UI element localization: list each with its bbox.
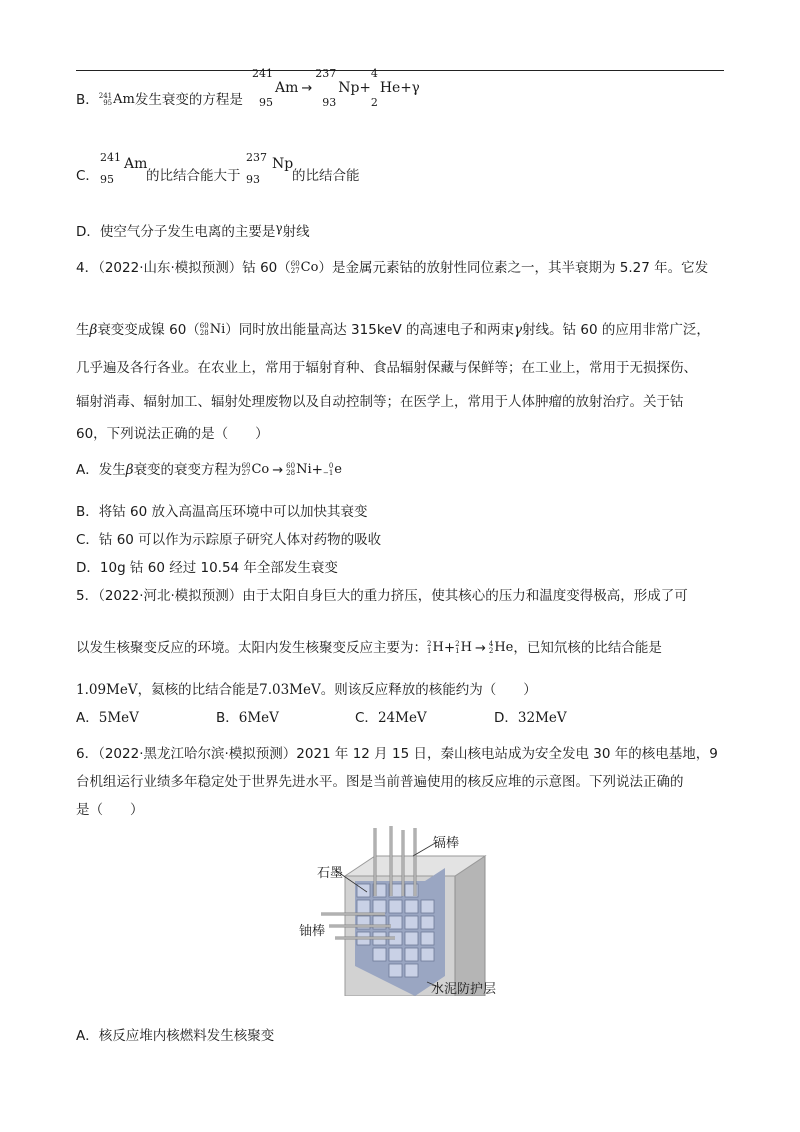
q5-line-2: 以发生核聚变反应的环境。太阳内发生核聚变反应主要为： 2 1 H + 2 1 H → 4 2 He ，已知氘核的比结合能是 xyxy=(76,640,662,656)
option-b-equation: 241 95 Am → 237 93 Np + 4 2 He +γ xyxy=(252,67,420,109)
q4-option-a: A．发生β衰变的衰变方程为 60 27 Co → 60 28 Ni + 0 −1 e xyxy=(76,462,342,478)
q6-line-1: 6．（2022·黑龙江哈尔滨·模拟预测）2021 年 12 月 15 日，秦山核电站成为安全发电 30 年的核电基地，9 xyxy=(76,746,718,762)
q4-line-3: 几乎遍及各行各业。在农业上，常用于辐射育种、食品辐射保藏与保鲜等；在工业上，常用于无损探伤、 xyxy=(76,360,697,376)
q5-line-3: 1.09MeV，氦核的比结合能是7.03MeV。则该反应释放的核能约为（ ） xyxy=(76,682,537,698)
q4-line-4: 辐射消毒、辐射加工、辐射处理废物以及自动控制等；在医学上，常用于人体肿瘤的放射治疗。关于钴 xyxy=(76,394,684,410)
label-concrete-shield: 水泥防护层 xyxy=(431,982,497,997)
q6-line-3: 是（ ） xyxy=(76,802,144,818)
q4-line-1: 4．（2022·山东·模拟预测）钴 60（ 60 27 Co ）是金属元素钴的放射性同位素之一，其半衰期为 5.27 年。它发 xyxy=(76,260,709,276)
label-uranium-rod: 铀棒 xyxy=(299,924,326,939)
q4-option-d: D．10g 钴 60 经过 10.54 年全部发生衰变 xyxy=(76,560,338,576)
document-page: B． 241 95 Am 发生衰变的方程是 241 95 Am → 237 93 Np + 4 2 He +γ C． 241 95 Am 的比结合能大于 237 93 Np 的比结合能 D．使空气分子发生电离的主要是γ射线 4．（2022·山东·模拟预测）钴 60（ 60 27 Co ）是金属元素钴的放射性同位素之一，其半衰期为 5.27 年。它发 生β衰变变成镍 60（ 60 28 Ni ）同时放出能量高达 315keV 的高速电子和两束γ射线。钴 60 的应用非常广泛， 几乎遍及各行各业。在农业上，常用于辐射育种、食品辐射保藏与保鲜等；在工业上，常用于无损探伤、 辐射消毒、辐射加工、辐射处理废物以及自动控制等；在医学上，常用于人体肿瘤的放射治疗。关于钴 60，下列说法正确的是（ ） A．发生β衰变的衰变方程为 60 27 Co → 60 28 Ni + 0 −1 e B．将钴 60 放入高温高压环境中可以加快其衰变 C．钴 60 可以作为示踪原子研究人体对药物的吸收 D．10g 钴 60 经过 10.54 年全部发生衰变 5．（2022·河北·模拟预测）由于太阳自身巨大的重力挤压，使其核心的压力和温度变得极高，形成了可 以发生核聚变反应的环境。太阳内发生核聚变反应主要为： 2 1 H + 2 1 H → 4 2 He ，已知氘核的比结合能是 1.09MeV，氦核的比结合能是7.03MeV。则该反应释放的核能约为（ ） A．5MeV B．6MeV C．24MeV D．32MeV 6．（2022·黑龙江哈尔滨·模拟预测）2021 年 12 月 15 日，秦山核电站成为安全发电 30 年的核电基地，9 台机组运行业绩多年稳定处于世界先进水平。图是当前普遍使用的核反应堆的示意图。下列说法正确的 是（ ） 石墨 镉棒 铀棒 水泥防护层 A．核反应堆内核燃料发生核聚变 xyxy=(0,0,800,1132)
label-graphite: 石墨 xyxy=(317,866,344,881)
label-cadmium-rod: 镉棒 xyxy=(433,836,460,851)
q4-option-b: B．将钴 60 放入高温高压环境中可以加快其衰变 xyxy=(76,504,368,520)
reactor-illustration xyxy=(295,826,525,996)
q5-option-d: D．32MeV xyxy=(494,710,567,726)
q5-option-a: A．5MeV xyxy=(76,710,139,726)
q4-line-5: 60，下列说法正确的是（ ） xyxy=(76,426,269,442)
q6-line-2: 台机组运行业绩多年稳定处于世界先进水平。图是当前普遍使用的核反应堆的示意图。下列说法正确的 xyxy=(76,774,684,790)
q4-line-2: 生β衰变变成镍 60（ 60 28 Ni ）同时放出能量高达 315keV 的高速电子和两束γ射线。钴 60 的应用非常广泛， xyxy=(76,322,710,338)
q5-option-b: B．6MeV xyxy=(216,710,279,726)
q5-option-c: C．24MeV xyxy=(355,710,427,726)
q6-option-a: A．核反应堆内核燃料发生核聚变 xyxy=(76,1028,275,1044)
reactor-diagram xyxy=(295,826,525,996)
q4-option-c: C．钴 60 可以作为示踪原子研究人体对药物的吸收 xyxy=(76,532,382,548)
option-d: D．使空气分子发生电离的主要是γ射线 xyxy=(76,221,310,240)
q5-line-1: 5．（2022·河北·模拟预测）由于太阳自身巨大的重力挤压，使其核心的压力和温度变得极高，形成了可 xyxy=(76,588,688,604)
option-b: B． 241 95 Am 发生衰变的方程是 xyxy=(76,92,243,108)
